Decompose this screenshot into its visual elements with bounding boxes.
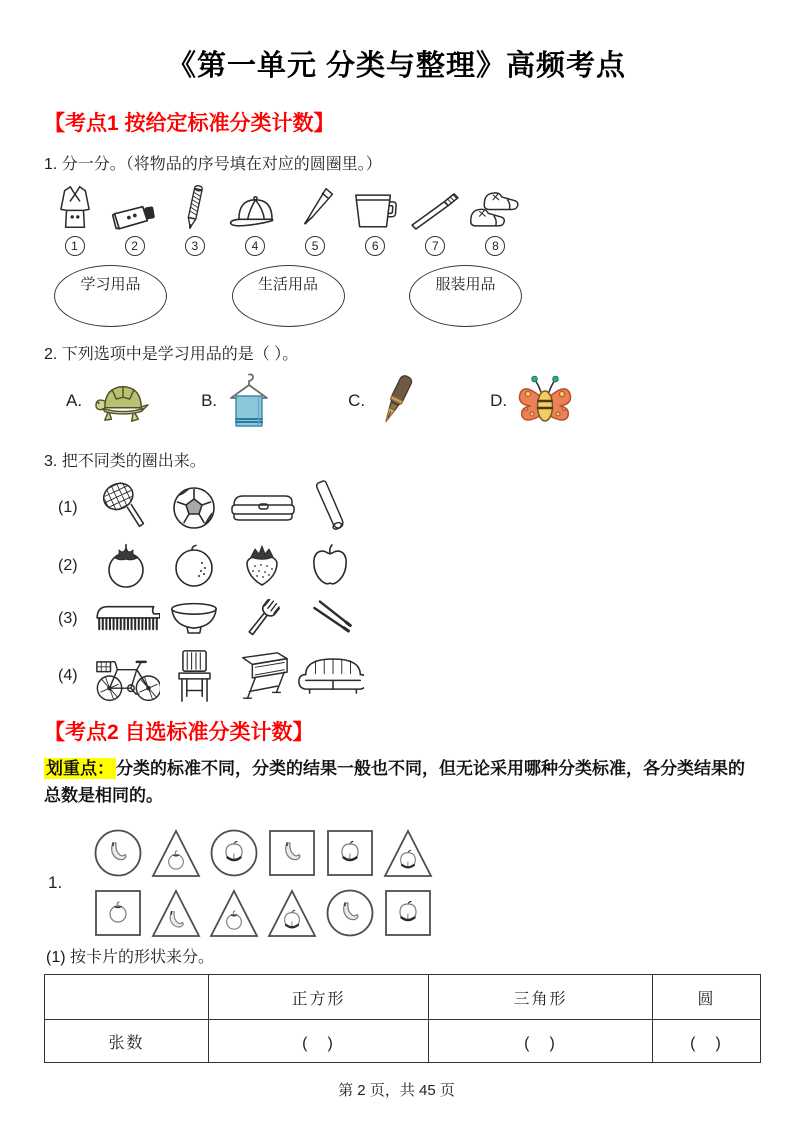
- cap-icon: [228, 183, 281, 231]
- card-square-peach: [324, 827, 376, 879]
- orange-icon: [160, 543, 228, 589]
- card-triangle-tomato: [208, 887, 260, 939]
- q1-item-cap: [226, 183, 283, 256]
- answer-cell-triangle: ( ): [429, 1020, 653, 1063]
- table-header-square: 正方形: [209, 975, 429, 1020]
- row-label: (3): [58, 610, 78, 627]
- category-oval-clothing: [409, 265, 522, 327]
- card-circle-peach: [208, 827, 260, 879]
- odd-one-out-row-1: [44, 480, 749, 536]
- item-number: 4: [245, 236, 265, 256]
- pencil-icon: [183, 183, 206, 231]
- shoes-icon: [467, 183, 523, 231]
- q2-text: 2. 下列选项中是学习用品的是（ ）。: [44, 346, 299, 363]
- q1-item-toothpaste: [106, 183, 163, 256]
- item-number: 6: [365, 236, 385, 256]
- row-label: (1): [58, 499, 78, 516]
- option-d: [490, 372, 574, 430]
- tomato-icon: [92, 543, 160, 589]
- chopsticks-icon: [296, 596, 364, 642]
- table-header-row: [45, 975, 761, 1020]
- q1-item-toothbrush: [407, 183, 464, 256]
- section2-heading: 【考点2 自选标准分类计数】: [44, 721, 314, 744]
- desk-icon: [228, 648, 296, 704]
- item-number: 1: [65, 236, 85, 256]
- page-title: 《第一单元 分类与整理》高频考点: [166, 50, 627, 82]
- butterfly-icon: [516, 372, 574, 430]
- answer-cell-square: ( ): [209, 1020, 429, 1063]
- option-label: D.: [490, 391, 508, 410]
- item-number: 2: [125, 236, 145, 256]
- item-number: 5: [305, 236, 325, 256]
- table-header-circle: 圆: [653, 975, 761, 1020]
- cup-icon: [352, 183, 398, 231]
- bicycle-icon: [92, 650, 160, 703]
- category-label: 服装用品: [435, 276, 496, 293]
- option-label: C.: [348, 391, 366, 410]
- card-triangle-tomato: [150, 827, 202, 879]
- q1-item-coat: [46, 183, 103, 256]
- option-c: [348, 372, 418, 430]
- card-square-banana: [266, 827, 318, 879]
- card-triangle-banana: [150, 887, 202, 939]
- table-row-label: 张数: [45, 1020, 209, 1063]
- table-row: [45, 1020, 761, 1063]
- answer-cell-circle: ( ): [653, 1020, 761, 1063]
- turtle-icon: [91, 377, 155, 425]
- category-oval-study: [54, 265, 167, 327]
- apple-icon: [296, 543, 364, 589]
- card-triangle-peach: [266, 887, 318, 939]
- option-a: [66, 377, 155, 425]
- card-circle-banana: [324, 887, 376, 939]
- q2-options-row: [44, 370, 749, 432]
- bowl-icon: [160, 601, 228, 638]
- fork-icon: [228, 596, 296, 642]
- keypoint-highlight: 划重点：: [46, 759, 114, 778]
- q1-item-pencil: [166, 183, 223, 256]
- q1-item-pen: [287, 183, 344, 256]
- page-number: 第 2 页，共 45 页: [338, 1082, 455, 1099]
- category-ovals: [54, 265, 522, 327]
- strawberry-icon: [228, 543, 296, 589]
- q1-item-shoes: [467, 183, 524, 256]
- cards-block: [44, 827, 749, 939]
- row-label: (4): [58, 667, 78, 684]
- option-label: B.: [201, 391, 218, 410]
- option-label: A.: [66, 391, 83, 410]
- comb-icon: [92, 601, 160, 637]
- card-triangle-peach: [382, 827, 434, 879]
- toothbrush-icon: [409, 183, 462, 231]
- pen-icon: [292, 183, 338, 231]
- soccer-ball-icon: [160, 485, 228, 531]
- sub1-text: (1) 按卡片的形状来分。: [46, 949, 215, 966]
- pencil-case-icon: [228, 491, 296, 525]
- chair-icon: [160, 648, 228, 704]
- card-square-peach: [382, 887, 434, 939]
- tennis-racket-icon: [92, 480, 160, 536]
- odd-one-out-row-2: [44, 542, 749, 590]
- row-label: (2): [58, 557, 78, 574]
- option-b: [201, 372, 272, 430]
- table-header-empty: [45, 975, 209, 1020]
- toothpaste-icon: [109, 183, 161, 231]
- q3-rows: [44, 480, 749, 704]
- keypoint-text: 分类的标准不同，分类的结果一般也不同，但无论采用哪种分类标准，各分类结果的总数是相同的。: [44, 759, 745, 805]
- fountain-pen-icon: [374, 372, 418, 430]
- cards-grid: [92, 827, 434, 939]
- odd-one-out-row-4: [44, 648, 749, 704]
- odd-one-out-row-3: [44, 596, 749, 642]
- cards-question-number: 1.: [48, 873, 63, 892]
- item-number: 7: [425, 236, 445, 256]
- item-number: 8: [485, 236, 505, 256]
- baseball-bat-icon: [296, 480, 364, 536]
- card-circle-banana: [92, 827, 144, 879]
- q1-items-row: [46, 183, 524, 256]
- keypoint-paragraph: [44, 755, 749, 809]
- coat-icon: [58, 183, 92, 231]
- card-square-tomato: [92, 887, 144, 939]
- q1-text: 1. 分一分。（将物品的序号填在对应的圆圈里。）: [44, 156, 382, 173]
- q3-text: 3. 把不同类的圈出来。: [44, 453, 206, 470]
- item-number: 3: [185, 236, 205, 256]
- category-label: 生活用品: [257, 276, 318, 293]
- sofa-icon: [296, 654, 364, 699]
- count-table: [44, 974, 761, 1063]
- table-header-triangle: 三角形: [429, 975, 653, 1020]
- q1-item-cup: [347, 183, 404, 256]
- category-oval-daily: [232, 265, 345, 327]
- category-label: 学习用品: [80, 276, 141, 293]
- towel-icon: [226, 372, 272, 430]
- section1-heading: 【考点1 按给定标准分类计数】: [44, 112, 335, 135]
